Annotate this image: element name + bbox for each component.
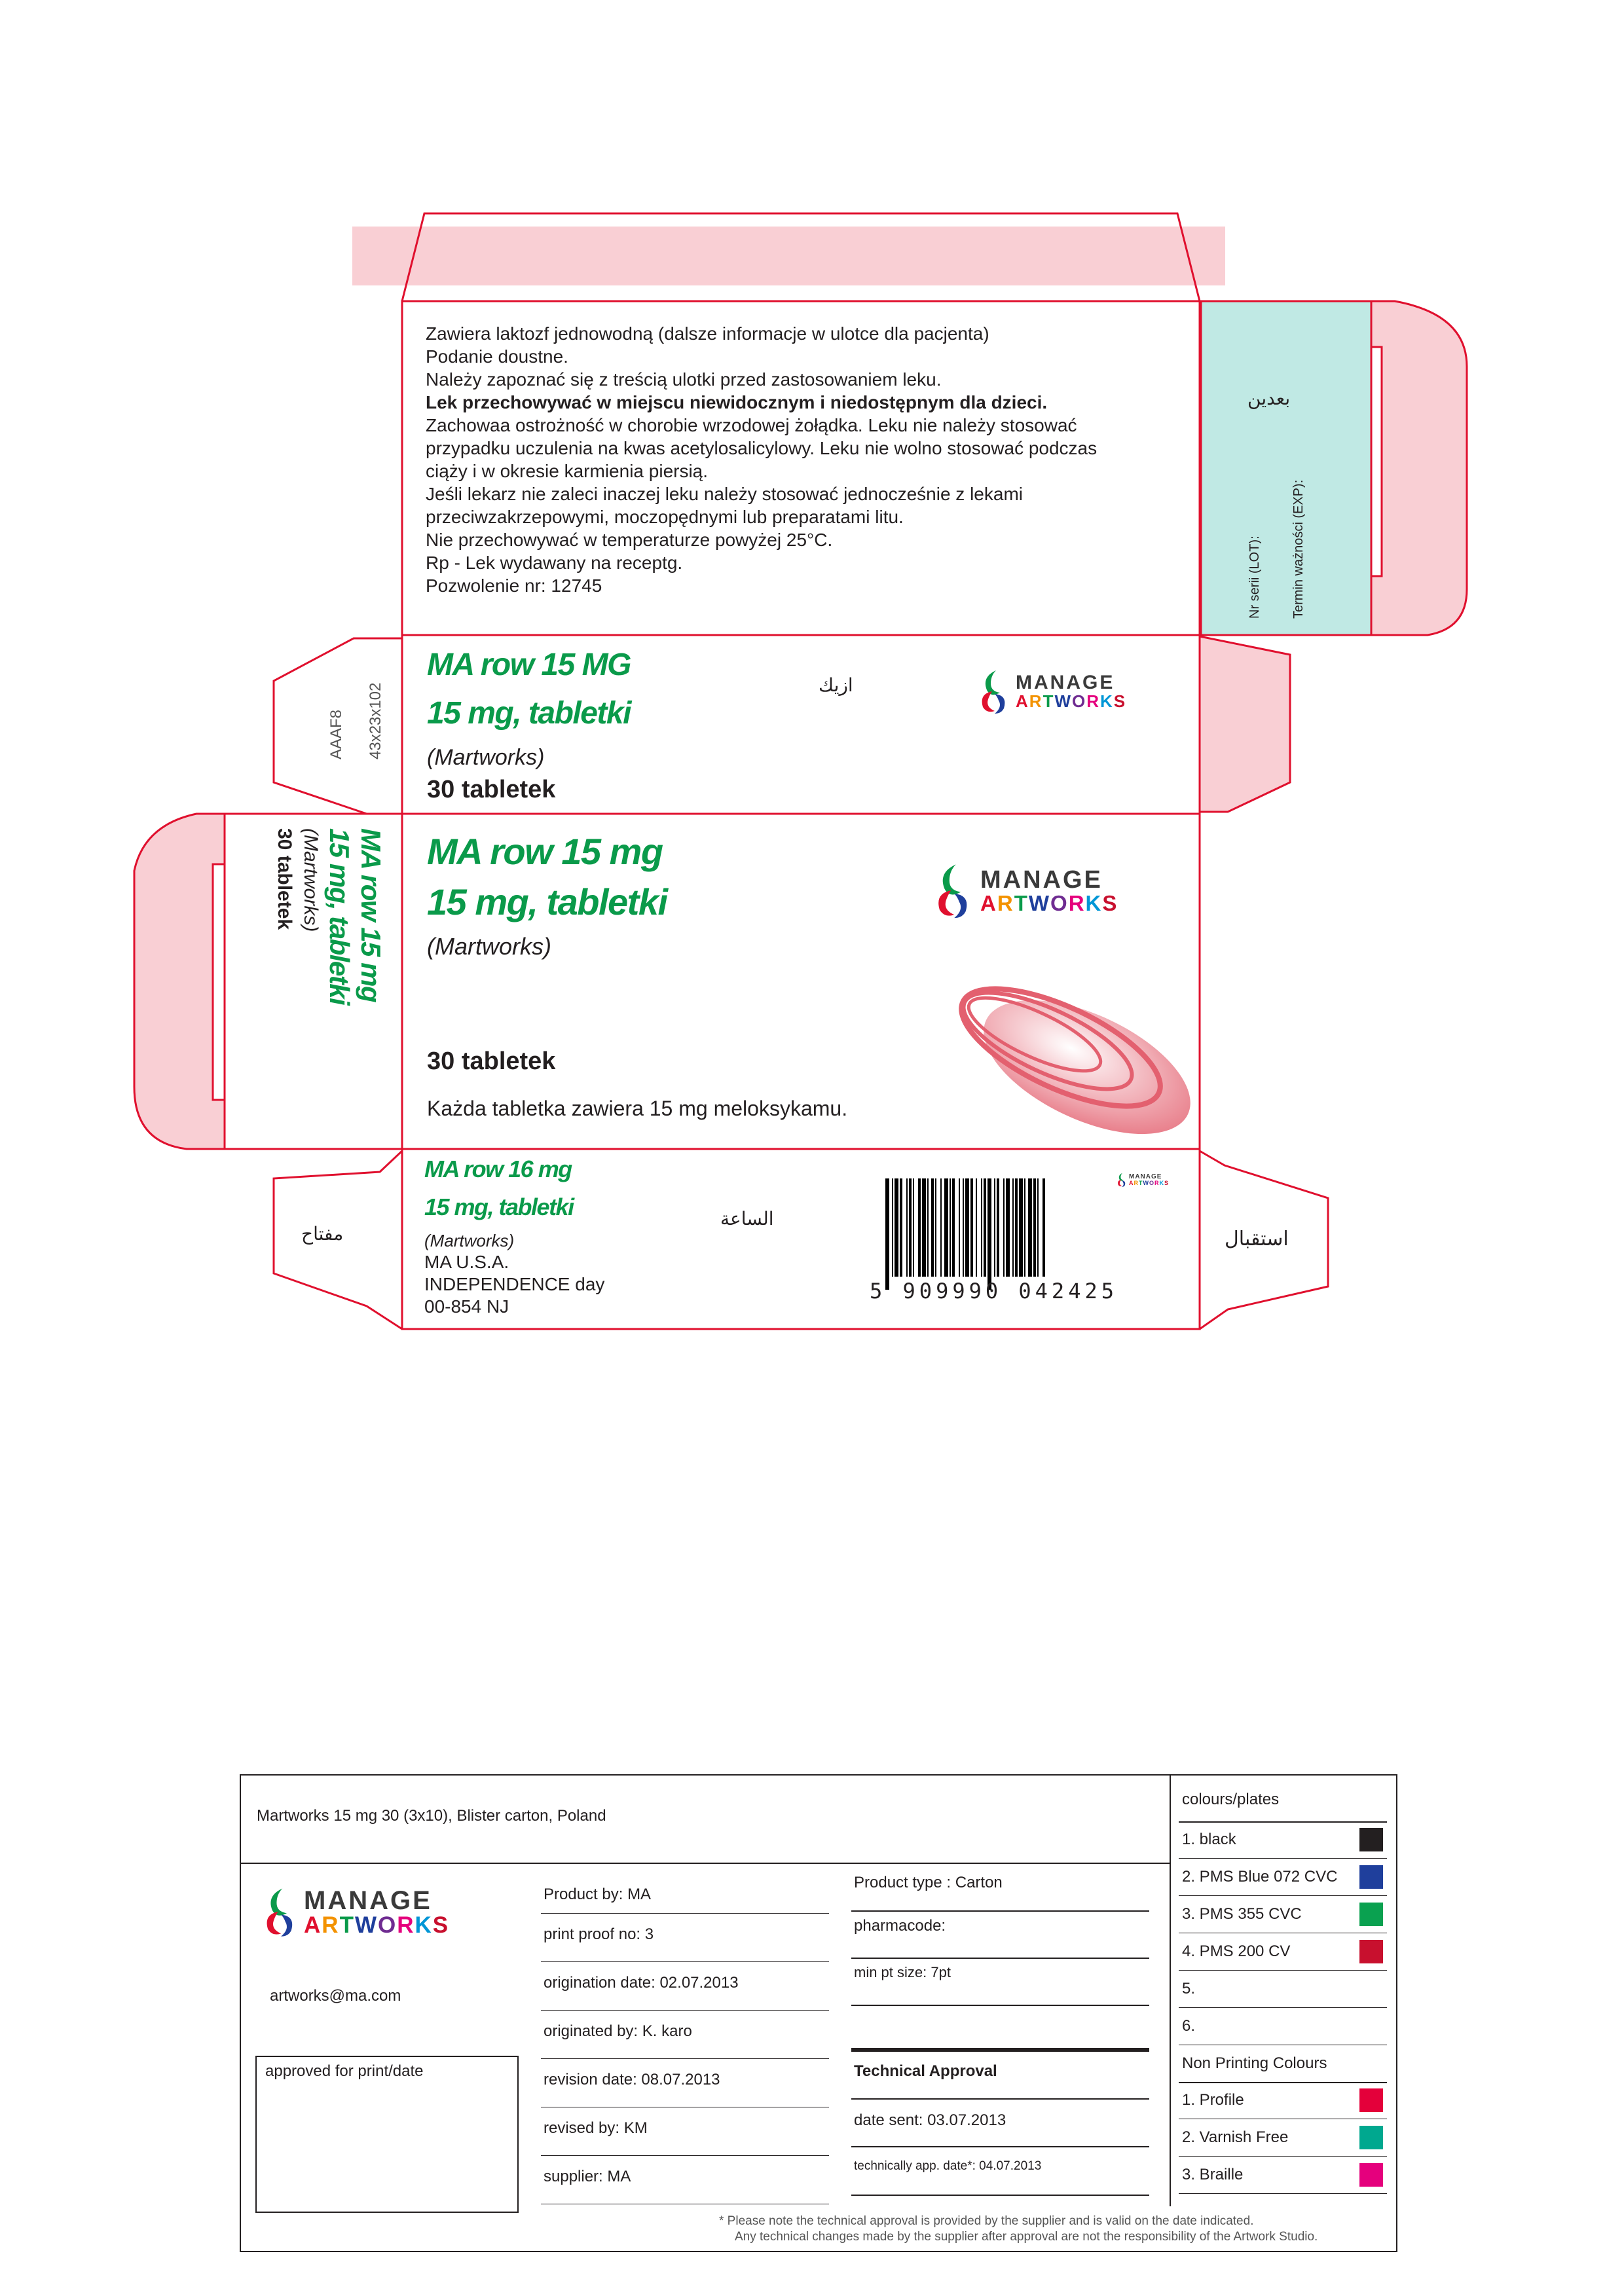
barcode-bar [892, 1178, 893, 1277]
barcode-bar [981, 1178, 982, 1277]
bottom-panel-strength: 15 mg, tabletki [424, 1194, 574, 1220]
back-panel-line: Lek przechowywać w miejscu niewidocznym i niedostępnym dla dzieci. [426, 392, 1048, 412]
colour-row [1179, 2157, 1387, 2194]
right-ear-top [1371, 301, 1467, 635]
bottom-arabic-right: استقبال [1225, 1228, 1289, 1250]
non-printing-header: Non Printing Colours [1182, 2054, 1327, 2072]
logo-top [978, 668, 1126, 715]
logo-letter: S [432, 1912, 450, 1938]
info-col2-label: print proof no: 3 [544, 1925, 654, 1943]
back-panel-line: Rp - Lek wydawany na receptg. [426, 553, 683, 573]
logo-letter: R [1068, 890, 1086, 915]
colour-label: 1. black [1182, 1831, 1236, 1848]
info-col2 [541, 1880, 829, 2204]
barcode-bar [922, 1178, 926, 1277]
barcode-bar [909, 1178, 912, 1277]
logo-line2 [1016, 693, 1126, 710]
back-panel-line: Zachowaa ostrożność w chorobie wrzodowej żołądka. Leku nie należy stosować [426, 415, 1077, 435]
colour-row [1179, 2119, 1387, 2157]
info-col2-row [541, 1880, 829, 1914]
logo-letter: A [304, 1912, 322, 1938]
swirl-graphic [946, 965, 1210, 1161]
back-panel-line: przeciwzakrzepowymi, moczopędnymi lub preparatami litu. [426, 507, 904, 527]
logo-letter: O [378, 1912, 397, 1938]
colour-label: 4. PMS 200 CV [1182, 1942, 1291, 1960]
logo-letter: T [1139, 1179, 1143, 1186]
logo-letter: K [415, 1912, 433, 1938]
back-panel-line: Pozwolenie nr: 12745 [426, 575, 602, 596]
bottom-address-line-1: MA U.S.A. [424, 1252, 509, 1272]
front-panel-maker: (Martworks) [427, 933, 551, 960]
logo-bottom [1116, 1172, 1169, 1188]
front-panel-composition: Każda tabletka zawiera 15 mg meloksykamu. [427, 1097, 848, 1120]
right-top-flap [1200, 636, 1290, 812]
barcode-bar [976, 1178, 977, 1277]
barcode-bar [927, 1178, 929, 1277]
logo-letter: S [1113, 691, 1127, 711]
barcode-bar [1037, 1178, 1039, 1277]
colour-row [1179, 1859, 1387, 1896]
barcode-bar [885, 1178, 889, 1290]
barcode-bar [959, 1178, 960, 1277]
barcode-bar [895, 1178, 898, 1277]
colour-label: 5. [1182, 1980, 1196, 1997]
logo-line2 [980, 892, 1118, 914]
colour-label: 3. PMS 355 CVC [1182, 1905, 1302, 1923]
colours-header: colours/plates [1182, 1791, 1280, 1808]
barcode-bar [970, 1178, 973, 1277]
colours-list [1179, 1821, 1387, 2045]
top-panel-title: MA row 15 MG [427, 647, 631, 682]
logo-letter: T [1043, 691, 1055, 711]
logo-letter: R [997, 890, 1014, 915]
back-panel-line: Należy zapoznać się z treścią ulotki przed zastosowaniem leku. [426, 369, 942, 390]
logo-letter: K [1085, 890, 1103, 915]
logo-letter: R [1086, 691, 1101, 711]
colour-row [1179, 1971, 1387, 2008]
colour-row [1179, 2008, 1387, 2045]
info-col2-row [541, 2107, 829, 2156]
technical-approval: Technical Approval [854, 2062, 997, 2080]
logo-line1: MANAGE [980, 866, 1103, 894]
barcode-bar [944, 1178, 948, 1277]
info-col2-label: Product by: MA [544, 1886, 652, 1903]
pharmacode: pharmacode: [854, 1917, 946, 1935]
barcode-bar [1015, 1178, 1018, 1277]
logo-letter: K [1159, 1179, 1165, 1186]
logo-letter: R [322, 1912, 340, 1938]
left-ear [134, 814, 225, 1149]
back-panel-line: Jeśli lekarz nie zaleci inaczej leku należy stosować jednocześnie z lekami [426, 484, 1023, 504]
info-col2-row [541, 1962, 829, 2011]
front-panel-strength: 15 mg, tabletki [427, 881, 667, 922]
left-panel-maker: (Martworks) [300, 828, 322, 932]
info-col2-label: revised by: KM [544, 2119, 648, 2137]
logo-line1: MANAGE [304, 1886, 432, 1915]
barcode-bar [1012, 1178, 1014, 1277]
right-side-flap [1201, 301, 1371, 635]
barcode-number: 5 909990 042425 [870, 1279, 1118, 1303]
colour-swatch [1359, 2126, 1383, 2149]
info-col2-label: origination date: 02.07.2013 [544, 1974, 739, 1992]
logo-letter: S [1164, 1179, 1170, 1186]
barcode-bar [1028, 1178, 1032, 1277]
back-panel-line: Nie przechowywać w temperaturze powyżej 25°C. [426, 530, 833, 550]
barcode-bar [963, 1178, 964, 1277]
logo-mark-icon [262, 1886, 299, 1938]
info-title: Martworks 15 mg 30 (3x10), Blister carton, Poland [257, 1807, 606, 1825]
barcode-bar [952, 1178, 955, 1277]
bottom-panel-maker: (Martworks) [424, 1231, 515, 1250]
barcode-bar [1043, 1178, 1045, 1277]
colour-label: 3. Braille [1182, 2166, 1244, 2183]
barcode [883, 1178, 1096, 1293]
colour-swatch [1359, 1828, 1383, 1851]
logo-letter: R [1154, 1179, 1160, 1186]
info-col2-row [541, 2156, 829, 2204]
logo-letter: S [1102, 890, 1118, 915]
top-panel-count: 30 tabletek [427, 776, 556, 803]
barcode-bar [931, 1178, 934, 1277]
back-panel-line: Podanie doustne. [426, 346, 568, 367]
top-panel-maker: (Martworks) [427, 745, 545, 770]
colour-label: 2. Varnish Free [1182, 2128, 1289, 2146]
barcode-bar [965, 1178, 969, 1277]
product-type: Product type : Carton [854, 1874, 1003, 1891]
barcode-bar [1033, 1178, 1036, 1277]
logo-letter: R [397, 1912, 415, 1938]
back-panel-line: Zawiera laktozf jednowodną (dalsze informacje w ulotce dla pacjenta) [426, 323, 989, 344]
barcode-bar [913, 1178, 914, 1277]
logo-letter: R [1134, 1179, 1139, 1186]
logo-mark-icon [933, 861, 974, 920]
left-side-panel-text [271, 828, 386, 1142]
barcode-bar [918, 1178, 921, 1277]
barcode-bar [1024, 1178, 1025, 1277]
min-pt-size: min pt size: 7pt [854, 1964, 951, 1980]
logo-letter: W [1028, 890, 1051, 915]
logo-front [933, 861, 1118, 920]
logo-letter: R [1029, 691, 1043, 711]
bottom-arabic-left: مفتاح [301, 1223, 344, 1245]
bottom-panel-title: MA row 16 mg [424, 1156, 572, 1182]
bottom-arabic-center: الساعة [720, 1208, 774, 1230]
back-panel-text [426, 322, 1179, 597]
info-col2-row [541, 2059, 829, 2107]
bottom-address-line-3: 00-854 NJ [424, 1296, 509, 1317]
top-panel-arabic: ازيك [819, 674, 853, 696]
back-panel-line: ciąży i w okresie karmienia piersią. [426, 461, 709, 481]
barcode-bar [987, 1178, 991, 1290]
barcode-bar [1003, 1178, 1005, 1277]
exp-label: Termin ważności (EXP): [1291, 479, 1306, 619]
logo-letter: K [1100, 691, 1114, 711]
colour-label: 2. PMS Blue 072 CVC [1182, 1868, 1338, 1886]
bottom-address-line-2: INDEPENDENCE day [424, 1274, 605, 1294]
top-panel-code1: AAAF8 [327, 709, 345, 759]
info-col2-row [541, 1914, 829, 1962]
colour-row [1179, 1896, 1387, 1933]
logo-mark-icon [978, 668, 1010, 715]
date-sent: date sent: 03.07.2013 [854, 2111, 1006, 2129]
logo-line1: MANAGE [1016, 672, 1115, 693]
logo-letter: O [1072, 691, 1087, 711]
logo-letter: W [1143, 1179, 1149, 1186]
logo-line2 [304, 1914, 449, 1937]
info-col2-label: supplier: MA [544, 2168, 631, 2185]
info-col2-label: originated by: K. karo [544, 2022, 692, 2040]
logo-info [262, 1886, 449, 1938]
colour-swatch [1359, 1903, 1383, 1926]
barcode-bar [940, 1178, 942, 1277]
left-panel-count: 30 tabletek [274, 828, 295, 930]
info-email[interactable]: artworks@ma.com [270, 1987, 401, 2005]
logo-mark-icon [1116, 1172, 1127, 1188]
colour-swatch [1359, 1865, 1383, 1889]
non-printing-list [1179, 2082, 1387, 2194]
left-panel-strength: 15 mg, tabletki [324, 828, 355, 1005]
logo-line2 [1129, 1180, 1169, 1186]
logo-letter: W [1054, 691, 1072, 711]
front-panel-count: 30 tabletek [427, 1048, 556, 1075]
barcode-bar [1019, 1178, 1023, 1277]
colour-label: 1. Profile [1182, 2091, 1244, 2109]
colour-row [1179, 1821, 1387, 1859]
logo-line1: MANAGE [1129, 1173, 1162, 1180]
barcode-bar [984, 1178, 986, 1277]
top-panel-strength: 15 mg, tabletki [427, 696, 631, 731]
logo-letter: W [354, 1912, 378, 1938]
logo-letter: A [980, 890, 997, 915]
tech-app-date: technically app. date*: 04.07.2013 [854, 2159, 1042, 2173]
footnote-2: Any technical changes made by the supplier after approval are not the responsibility of the Artwork Studio. [735, 2230, 1318, 2244]
colour-swatch [1359, 2163, 1383, 2187]
logo-letter: O [1050, 890, 1069, 915]
logo-letter: T [1014, 890, 1029, 915]
colour-row [1179, 2082, 1387, 2119]
front-panel-title: MA row 15 mg [427, 831, 663, 872]
logo-letter: A [1016, 691, 1029, 711]
approved-label: approved for print/date [265, 2062, 424, 2080]
info-col2-label: revision date: 08.07.2013 [544, 2071, 720, 2088]
logo-letter: O [1149, 1179, 1155, 1186]
barcode-bar [935, 1178, 936, 1277]
footnote-1: * Please note the technical approval is provided by the supplier and is valid on the date indicated. [719, 2214, 1254, 2228]
colour-row [1179, 1933, 1387, 1971]
barcode-bar [906, 1178, 908, 1277]
colour-label: 6. [1182, 2017, 1196, 2035]
side-flap-arabic: بعدين [1247, 388, 1291, 409]
logo-letter: T [339, 1912, 355, 1938]
back-panel-line: przypadku uczulenia na kwas acetylosalicylowy. Leku nie wolno stosować podczas [426, 438, 1098, 458]
left-panel-title: MA row 15 mg [356, 828, 386, 1002]
info-col2-row [541, 2011, 829, 2059]
barcode-bar [997, 1178, 999, 1277]
barcode-bar [1006, 1178, 1010, 1277]
logo-letter: A [1129, 1179, 1134, 1186]
colour-swatch [1359, 1940, 1383, 1963]
top-panel-code2: 43x23x102 [367, 682, 384, 759]
barcode-bar [950, 1178, 951, 1277]
barcode-bar [900, 1178, 902, 1277]
barcode-bar [994, 1178, 995, 1277]
lot-label: Nr serii (LOT): [1247, 536, 1262, 619]
colour-swatch [1359, 2088, 1383, 2112]
top-glue-strip [352, 227, 1225, 285]
